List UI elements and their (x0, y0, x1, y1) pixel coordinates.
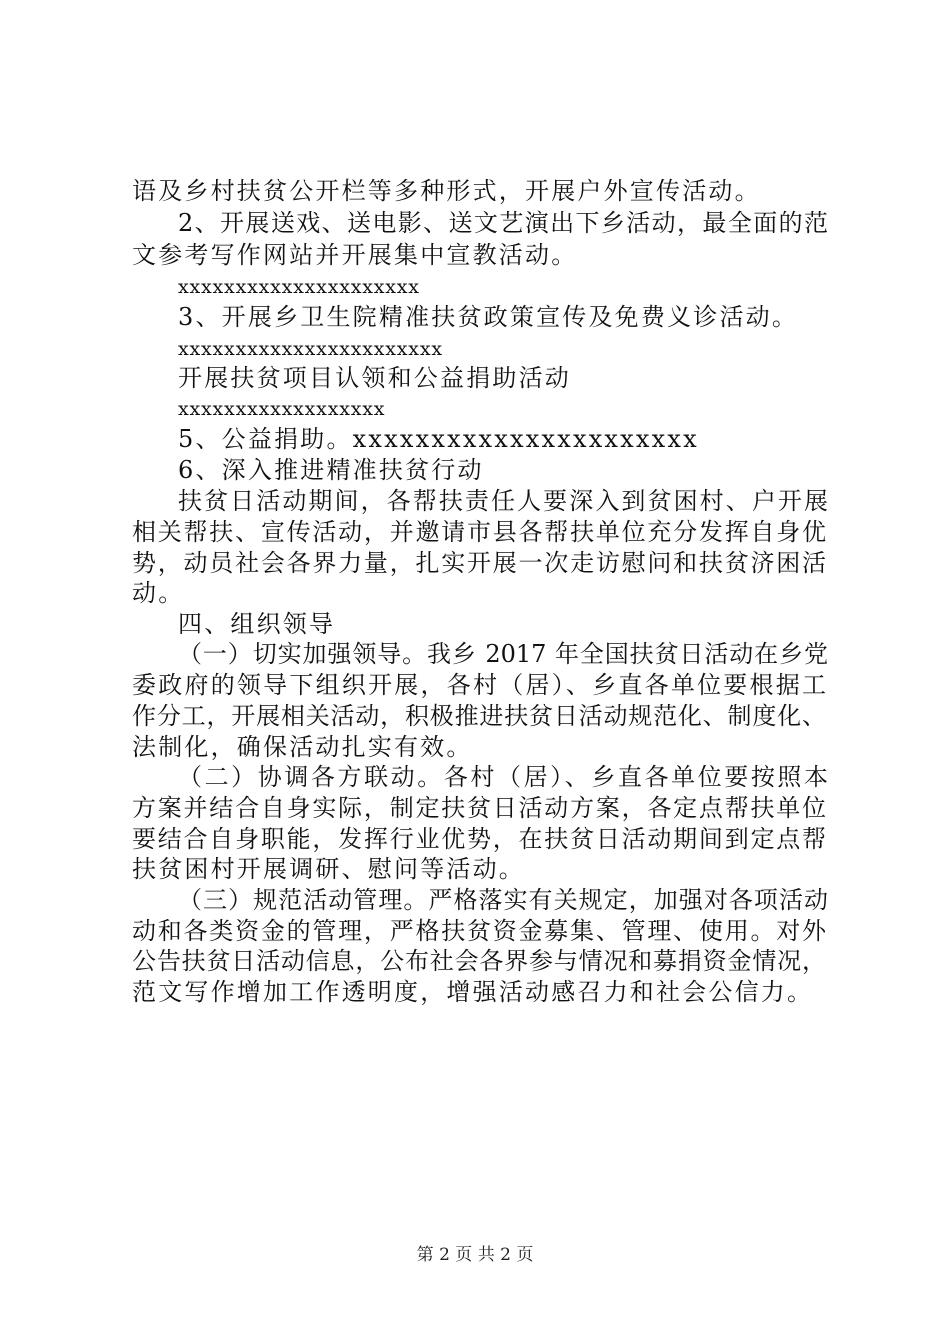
placeholder-line: xxxxxxxxxxxxxxxxxxxxx (178, 276, 420, 298)
body-line: 2、开展送戏、送电影、送文艺演出下乡活动，最全面的范 (178, 209, 828, 237)
body-line: 动和各类资金的管理，严格扶贫资金募集、管理、使用。对外 (132, 917, 826, 945)
section-heading: 四、组织领导 (178, 610, 336, 638)
body-line: （二）协调各方联动。各村（居）、乡直各单位要按照本 (178, 763, 828, 791)
page-number-footer: 第 2 页 共 2 页 (416, 1245, 534, 1265)
body-line: 要结合自身职能，发挥行业优势，在扶贫日活动期间到定点帮 (132, 825, 826, 853)
body-line: 5、公益捐助。xxxxxxxxxxxxxxxxxxxxxx (178, 425, 699, 453)
body-line: 6、深入推进精准扶贫行动 (178, 456, 484, 484)
placeholder-line: xxxxxxxxxxxxxxxxxx (178, 398, 386, 420)
body-line: 相关帮扶、宣传活动，并邀请市县各帮扶单位充分发挥自身优 (132, 518, 826, 546)
body-line: 公告扶贫日活动信息，公布社会各界参与情况和募捐资金情况， (132, 947, 826, 975)
body-line: 开展扶贫项目认领和公益捐助活动 (178, 364, 571, 392)
body-line: 文参考写作网站并开展集中宣教活动。 (132, 241, 578, 269)
body-line: 法制化，确保活动扎实有效。 (132, 733, 473, 761)
body-line: （一）切实加强领导。我乡 2017 年全国扶贫日活动在乡党 (178, 640, 828, 668)
body-line: 作分工，开展相关活动，积极推进扶贫日活动规范化、制度化、 (132, 702, 826, 730)
body-line: 委政府的领导下组织开展，各村（居）、乡直各单位要根据工 (132, 671, 826, 699)
placeholder-line: xxxxxxxxxxxxxxxxxxxxxxx (178, 338, 443, 360)
body-line: 势，动员社会各界力量，扎实开展一次走访慰问和扶贫济困活 (132, 549, 826, 577)
body-line: 3、开展乡卫生院精准扶贫政策宣传及免费义诊活动。 (178, 303, 799, 331)
body-line: 动。 (132, 579, 185, 607)
body-line: 范文写作增加工作透明度，增强活动感召力和社会公信力。 (132, 978, 814, 1006)
body-line: （三）规范活动管理。严格落实有关规定，加强对各项活动 (178, 886, 828, 914)
body-line: 扶贫困村开展调研、慰问等活动。 (132, 855, 525, 883)
body-line: 语及乡村扶贫公开栏等多种形式，开展户外宣传活动。 (132, 177, 761, 205)
body-line: 扶贫日活动期间，各帮扶责任人要深入到贫困村、户开展 (178, 487, 828, 515)
body-line: 方案并结合自身实际，制定扶贫日活动方案，各定点帮扶单位 (132, 794, 826, 822)
